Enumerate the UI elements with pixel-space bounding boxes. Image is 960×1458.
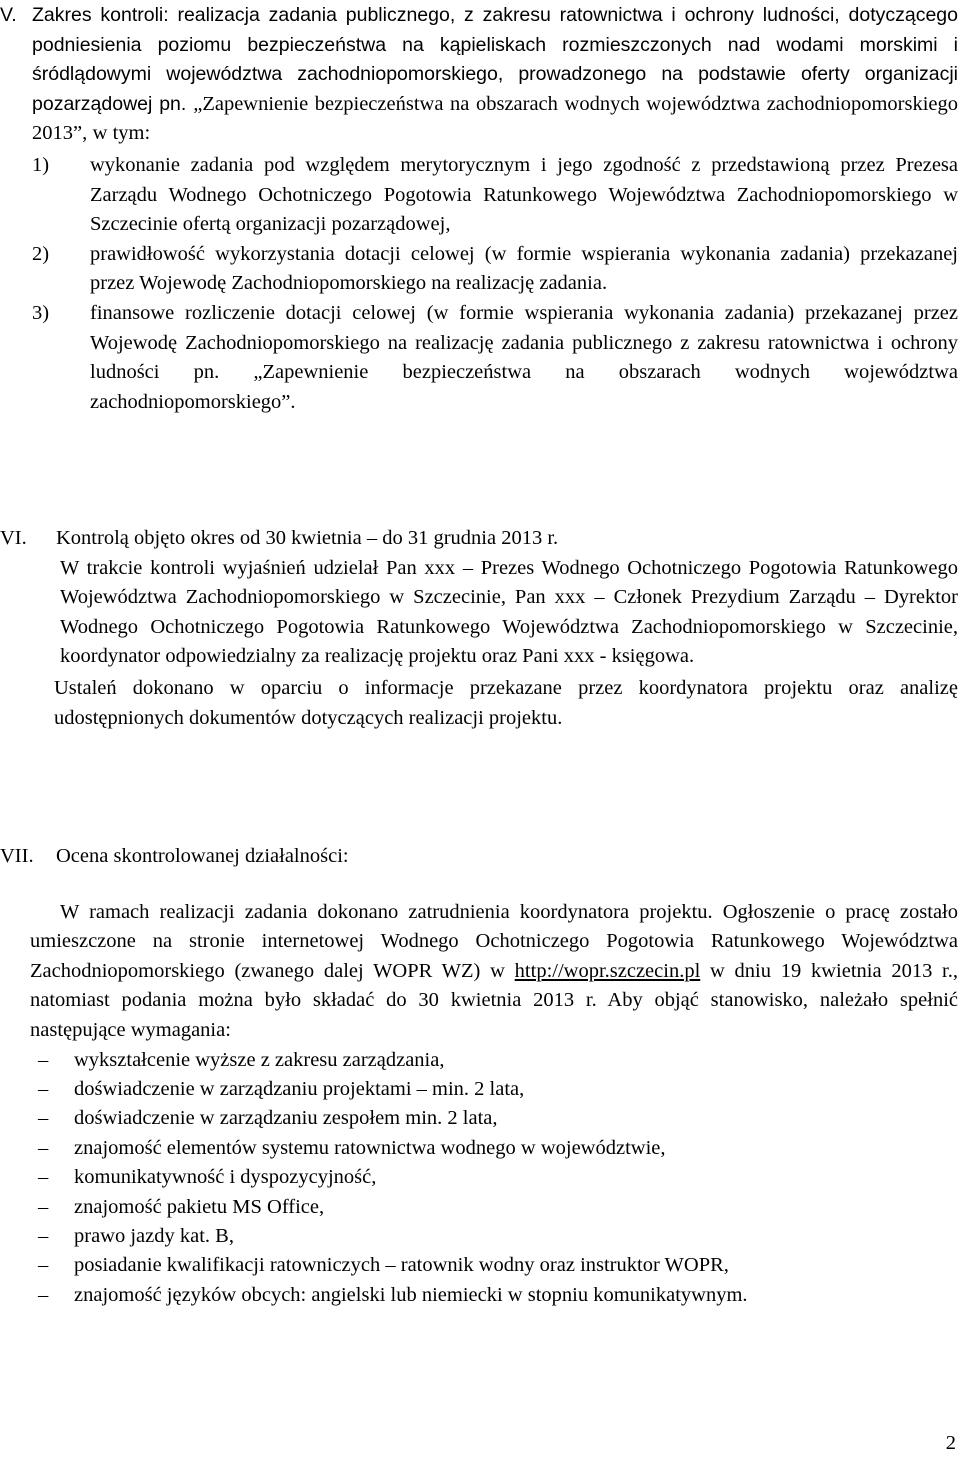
- wopr-website-link[interactable]: http://wopr.szczecin.pl: [514, 959, 701, 982]
- section-v-intro: w tym:: [92, 122, 151, 145]
- assessment-text-cont: w dniu 19 kwietnia 2013 r., natomiast podania można było składać do 30 kwietnia 2013 r. Aby objąć stanowisko, należało spełnić następujące wymagania:: [30, 959, 959, 1041]
- dash-bullet: –: [38, 1136, 49, 1159]
- requirement-item: [0, 1193, 958, 1222]
- dash-bullet: –: [38, 1166, 49, 1189]
- section-v-number: V.: [0, 4, 17, 26]
- dash-bullet: –: [38, 1254, 49, 1277]
- requirement-item: [0, 1222, 958, 1251]
- explanations-paragraph: W trakcie kontroli wyjaśnień udzielał Pan xxx – Prezes Wodnego Ochotniczego Pogotowia Ratunkowego Województwa Zachodniopomorskiego w Szczecinie, Pan xxx – Członek Prezydium Zarządu – Dyrektor Wodnego Ochotniczego Pogotowia Ratunkowego Województwa Zachodniopomorskiego w Szczecinie, koordynator odpowiedzialny za realizację projektu oraz Pani xxx - księgowa.: [60, 556, 958, 668]
- requirement-text: wykształcenie wyższe z zakresu zarządzania,: [74, 1048, 445, 1071]
- requirement-item: [0, 1104, 958, 1133]
- list-item-text: finansowe rozliczenie dotacji celowej (w formie wspierania wykonania zadania) przekazanej przez Wojewodę Zachodniopomorskiego na realizację zadania publicznego z zakresu ratownictwa i ochrony ludności pn. „Zapewnienie bezpieczeństwa na obszarach wodnych województwa zachodniopomorskiego”.: [90, 301, 958, 413]
- dash-bullet: –: [38, 1107, 49, 1130]
- requirement-text: prawo jazdy kat. B,: [74, 1225, 234, 1247]
- section-vii-number: VII.: [0, 845, 34, 867]
- assessment-text: W ramach realizacji zadania dokonano zatrudnienia koordynatora projektu. Ogłoszenie o pracę zostało umieszczone na stronie internetowej Wodnego Ochotniczego Pogotowia Ratunkowego Województwa Zachodniopomorskiego (zwanego dalej WOPR WZ) w: [30, 900, 958, 982]
- list-item: [32, 151, 958, 240]
- requirement-item: [0, 1075, 958, 1104]
- dash-bullet: –: [38, 1048, 49, 1071]
- section-vii-heading: Ocena skontrolowanej działalności:: [56, 845, 349, 867]
- section-v-lead: Zakres kontroli: realizacja zadania publicznego, z zakresu ratownictwa i ochrony ludności, dotyczącego podniesienia poziomu bezpieczeństwa na kąpieliskach rozmieszczonych nad wodami morskimi i śródlądowymi województwa zachodniopomorskiego, prowadzonego na podstawie oferty organizacji pozarządowej pn.: [32, 4, 958, 115]
- section-v: [0, 1, 958, 417]
- requirement-text: znajomość języków obcych: angielski lub niemiecki w stopniu komunikatywnym.: [74, 1283, 748, 1306]
- section-vi-number: VI.: [0, 527, 27, 549]
- list-item: [32, 299, 958, 417]
- requirement-text: komunikatywność i dyspozycyjność,: [74, 1166, 377, 1189]
- assessment-paragraph: [0, 898, 958, 1046]
- dash-bullet: –: [38, 1283, 49, 1306]
- list-item-number: 1): [32, 153, 50, 176]
- task-name: „Zapewnienie bezpieczeństwa na obszarach wodnych województwa zachodniopomorskiego 2013”,: [32, 92, 958, 145]
- requirement-item: [0, 1134, 958, 1163]
- requirement-item: [0, 1281, 958, 1310]
- dash-bullet: –: [38, 1195, 49, 1218]
- control-scope-list: [32, 151, 958, 417]
- requirement-text: znajomość elementów systemu ratownictwa wodnego w województwie,: [74, 1136, 666, 1159]
- dash-bullet: –: [38, 1077, 49, 1100]
- requirement-text: znajomość pakietu MS Office,: [74, 1195, 325, 1218]
- requirement-item: [0, 1046, 958, 1075]
- section-vi-heading: Kontrolą objęto okres od 30 kwietnia – do 31 grudnia 2013 r.: [56, 527, 559, 549]
- section-vi: [0, 524, 958, 733]
- list-item-text: wykonanie zadania pod względem merytorycznym i jego zgodność z przedstawioną przez Prezesa Zarządu Wodnego Ochotniczego Pogotowia Ratunkowego Województwa Zachodniopomorskiego w Szczecinie ofertą organizacji pozarządowej,: [90, 153, 958, 236]
- list-item-number: 3): [32, 301, 50, 324]
- requirement-text: doświadczenie w zarządzaniu projektami – min. 2 lata,: [74, 1077, 525, 1100]
- requirement-text: posiadanie kwalifikacji ratowniczych – ratownik wodny oraz instruktor WOPR,: [74, 1254, 729, 1277]
- list-item: [32, 240, 958, 299]
- requirements-list: [0, 1046, 958, 1311]
- dash-bullet: –: [38, 1225, 49, 1247]
- basis-paragraph: Ustaleń dokonano w oparciu o informacje przekazane przez koordynatora projektu oraz analizę udostępnionych dokumentów dotyczących realizacji projektu.: [54, 676, 958, 729]
- list-item-number: 2): [32, 242, 50, 265]
- section-vii: [0, 842, 958, 1310]
- requirement-text: doświadczenie w zarządzaniu zespołem min. 2 lata,: [74, 1107, 498, 1130]
- requirement-item: [0, 1163, 958, 1192]
- page-number: 2: [945, 1432, 956, 1454]
- section-v-scope: [32, 1, 958, 149]
- list-item-text: prawidłowość wykorzystania dotacji celowej (w formie wspierania wykonania zadania) przekazanej przez Wojewodę Zachodniopomorskiego na realizację zadania.: [90, 242, 958, 295]
- requirement-item: [0, 1251, 958, 1280]
